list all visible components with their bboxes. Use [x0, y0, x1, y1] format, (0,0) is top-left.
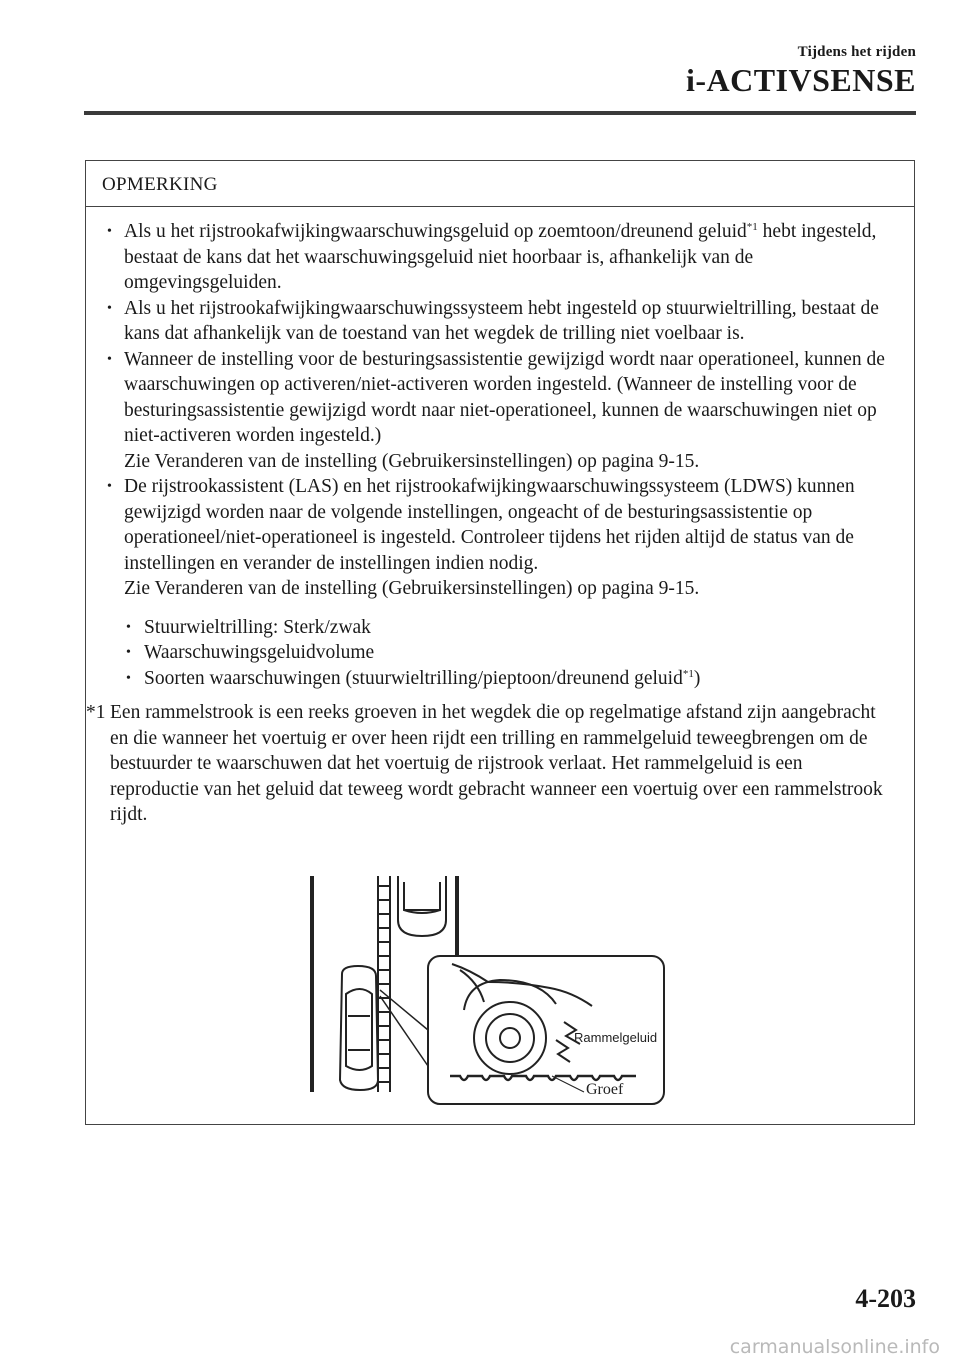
settings-sub-list [124, 615, 894, 692]
bullet-1-text: Als u het rijstrookafwijkingwaarschuwingsgeluid op zoemtoon/dreunend geluid [124, 221, 747, 242]
rumble-strip-illustration [300, 870, 680, 1110]
page-number: 4-203 [855, 1284, 916, 1313]
label-rammelgeluid: Rammelgeluid [574, 1030, 658, 1045]
footnote-text: Een rammelstrook is een reeks groeven in het wegdek die op regelmatige afstand zijn aangebracht en die wanneer het voertuig er over heen rijdt een trilling en rammelgeluid teweegbrengen om de bestuurder te waarschuwen dat het voertuig de rijstrook verlaat. Het rammelgeluid is een reproductie van het geluid dat teweeg wordt gebracht wanneer een voertuig over een rammelstrook rijdt. [110, 702, 883, 825]
sub-item-3-close: ) [693, 667, 701, 689]
sub-item-3 [124, 666, 894, 692]
callout-line-2 [380, 996, 428, 1066]
note-bullet-4 [100, 474, 894, 602]
bullet-3-reference: Zie Veranderen van de instelling (Gebruikersinstellingen) op pagina 9-15. [124, 450, 700, 472]
car-ahead [398, 876, 446, 936]
sub-item-3-text: Soorten waarschuwingen (stuurwieltrilling/pieptoon/dreunend geluid [144, 667, 683, 689]
label-groef: Groef [586, 1081, 624, 1098]
note-bullet-1 [100, 219, 894, 296]
car-departing [340, 966, 378, 1090]
bullet-4-text: De rijstrookassistent (LAS) en het rijstrookafwijkingwaarschuwingssysteem (LDWS) kunnen gewijzigd worden naar de volgende instellingen, ongeacht of de besturingsassistentie op operationeel/niet-operationeel is ingesteld. Controleer tijdens het rijden altijd de status van de instellingen en verander de instellingen indien nodig. [124, 476, 855, 574]
footnote-ref: *1 [682, 667, 694, 680]
chapter-title: i-ACTIVSENSE [685, 62, 916, 98]
note-bullet-2 [100, 296, 894, 347]
callout-line [380, 990, 428, 1030]
rumble-strip [378, 876, 390, 1092]
note-title: OPMERKING [86, 161, 914, 207]
note-body [86, 207, 914, 828]
footnote-ref: *1 [746, 221, 758, 233]
bullet-4-reference: Zie Veranderen van de instelling (Gebruikersinstellingen) op pagina 9-15. [124, 578, 700, 599]
watermark: carmanualsonline.info [729, 1336, 940, 1358]
header-divider [84, 111, 916, 115]
bullet-2-text: Als u het rijstrookafwijkingwaarschuwingssysteem hebt ingesteld op stuurwieltrilling, bestaat de kans dat afhankelijk van de toestand van het wegdek de trilling niet voelbaar is. [124, 297, 879, 344]
footnote-mark: *1 [86, 702, 106, 723]
note-bullet-3 [100, 347, 894, 475]
bullet-1-text-after: hebt ingesteld, bestaat de kans dat het waarschuwingsgeluid niet hoorbaar is, afhankelijk van de omgevingsgeluiden. [124, 221, 877, 293]
footnote [86, 700, 894, 828]
section-title: Tijdens het rijden [797, 44, 916, 60]
sub-item-1: • Stuurwieltrilling: Sterk/zwak [124, 615, 894, 641]
bullet-3-text: Wanneer de instelling voor de besturingsassistentie gewijzigd wordt naar operationeel, kunnen de waarschuwingen op activeren/niet-activeren worden ingesteld. (Wanneer de instelling voor de besturingsassistentie gewijzigd wordt naar niet-operationeel, kunnen de waarschuwingen niet op niet-activeren worden ingesteld.) [124, 348, 885, 446]
sub-item-2: • Waarschuwingsgeluidvolume [124, 640, 894, 666]
